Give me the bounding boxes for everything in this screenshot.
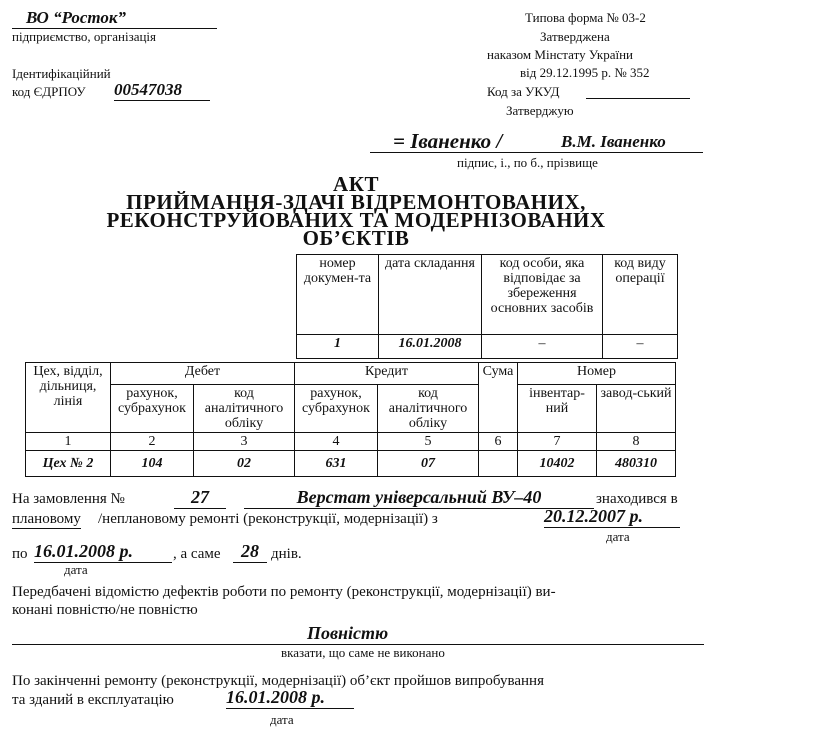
confirm-label: Затверджую	[506, 103, 574, 118]
row-factory-number: 480310	[597, 451, 676, 477]
repair-days: 28	[233, 541, 267, 563]
id-label-2: код ЄДРПОУ	[12, 84, 86, 99]
row-credit-analytic: 07	[378, 451, 479, 477]
debit-analytic-header: код аналітичного обліку	[194, 385, 295, 433]
approved-date: від 29.12.1995 р. № 352	[520, 65, 650, 80]
completion-status: Повністю	[307, 623, 389, 643]
document-title-line4: ОБ’ЄКТІВ	[302, 226, 410, 250]
document-title-line3: РЕКОНСТРУЙОВАНИХ ТА МОДЕРНІЗОВАНИХ	[106, 208, 606, 232]
approved-label: Затверджена	[540, 29, 610, 44]
object-name: Верстат універсальний ВУ–40	[244, 487, 594, 509]
row-workshop: Цех № 2	[26, 451, 111, 477]
repair-start-date: 20.12.2007 р.	[544, 506, 680, 528]
planned-repair: плановому	[12, 511, 81, 527]
column-number: 5	[378, 433, 479, 451]
start-date-caption: дата	[606, 529, 630, 544]
responsible-code-value: –	[482, 335, 603, 359]
final-line-2: та зданий в експлуатацію	[12, 692, 174, 708]
credit-header: Кредит	[295, 363, 479, 385]
column-number: 2	[111, 433, 194, 451]
ukud-underline	[586, 98, 690, 99]
document-title-line2: ПРИЙМАННЯ-ЗДАЧІ ВІДРЕМОНТОВАНИХ,	[126, 190, 586, 214]
sum-header: Сума	[479, 363, 518, 433]
document-info-table	[296, 254, 678, 359]
defects-line-2: конані повністю/не повністю	[12, 602, 198, 618]
repair-end-date: 16.01.2008 р.	[34, 541, 172, 563]
signature: = Іваненко /	[393, 129, 503, 153]
until-text: по	[12, 546, 28, 562]
end-date-caption: дата	[64, 562, 88, 577]
order-number: 27	[174, 487, 226, 509]
signatory-name: В.М. Іваненко	[561, 132, 666, 151]
organization-caption: підприємство, організація	[12, 29, 157, 44]
signature-caption: підпис, і., по б., прізвище	[457, 155, 598, 170]
located-text: знаходився в	[596, 491, 678, 507]
commission-date: 16.01.2008 р.	[226, 687, 354, 709]
column-number: 6	[479, 433, 518, 451]
doc-date-header: дата складання	[379, 255, 482, 335]
credit-account-header: рахунок, субрахунок	[295, 385, 378, 433]
column-number: 3	[194, 433, 295, 451]
accounting-table	[25, 362, 676, 477]
column-number: 1	[26, 433, 111, 451]
defects-line-1: Передбачені відомістю дефектів роботи по ремонту (реконструкції, модернізації) ви-	[12, 584, 556, 600]
doc-date-value: 16.01.2008	[379, 335, 482, 359]
final-line-1: По закінченні ремонту (реконструкції, модернізації) об’єкт пройшов випробування	[12, 673, 544, 689]
row-sum	[479, 451, 518, 477]
doc-number-value: 1	[297, 335, 379, 359]
namely-text: , а саме	[173, 546, 221, 562]
operation-code-header: код виду операції	[603, 255, 678, 335]
factory-number-header: завод-ський	[597, 385, 676, 433]
id-label-1: Ідентифікаційний	[12, 66, 111, 81]
ukud-label: Код за УКУД	[487, 84, 560, 99]
order-prefix: На замовлення №	[12, 491, 125, 507]
row-debit-account: 104	[111, 451, 194, 477]
commission-date-caption: дата	[270, 712, 294, 727]
column-number: 8	[597, 433, 676, 451]
row-inventory-number: 10402	[518, 451, 597, 477]
approved-by: наказом Мінстату України	[487, 47, 634, 62]
completion-caption: вказати, що саме не виконано	[281, 645, 445, 660]
organization-name: ВО “Росток”	[12, 8, 217, 29]
debit-header: Дебет	[111, 363, 295, 385]
debit-account-header: рахунок, субрахунок	[111, 385, 194, 433]
row-credit-account: 631	[295, 451, 378, 477]
column-number: 7	[518, 433, 597, 451]
number-header: Номер	[518, 363, 676, 385]
row-debit-analytic: 02	[194, 451, 295, 477]
form-number: Типова форма № 03-2	[525, 10, 646, 25]
responsible-code-header: код особи, яка відповідає за збереження основних засобів	[482, 255, 603, 335]
document-title-act: АКТ	[333, 172, 379, 196]
days-word: днів.	[271, 546, 302, 562]
credit-analytic-header: код аналітичного обліку	[378, 385, 479, 433]
workshop-header: Цех, відділ, дільниця, лінія	[26, 363, 111, 433]
repair-type-text: /неплановому ремонті (реконструкції, модернізації) з	[98, 511, 438, 527]
doc-number-header: номер докумен-та	[297, 255, 379, 335]
column-number: 4	[295, 433, 378, 451]
edrpou-code: 00547038	[114, 80, 210, 101]
operation-code-value: –	[603, 335, 678, 359]
inventory-number-header: інвентар-ний	[518, 385, 597, 433]
